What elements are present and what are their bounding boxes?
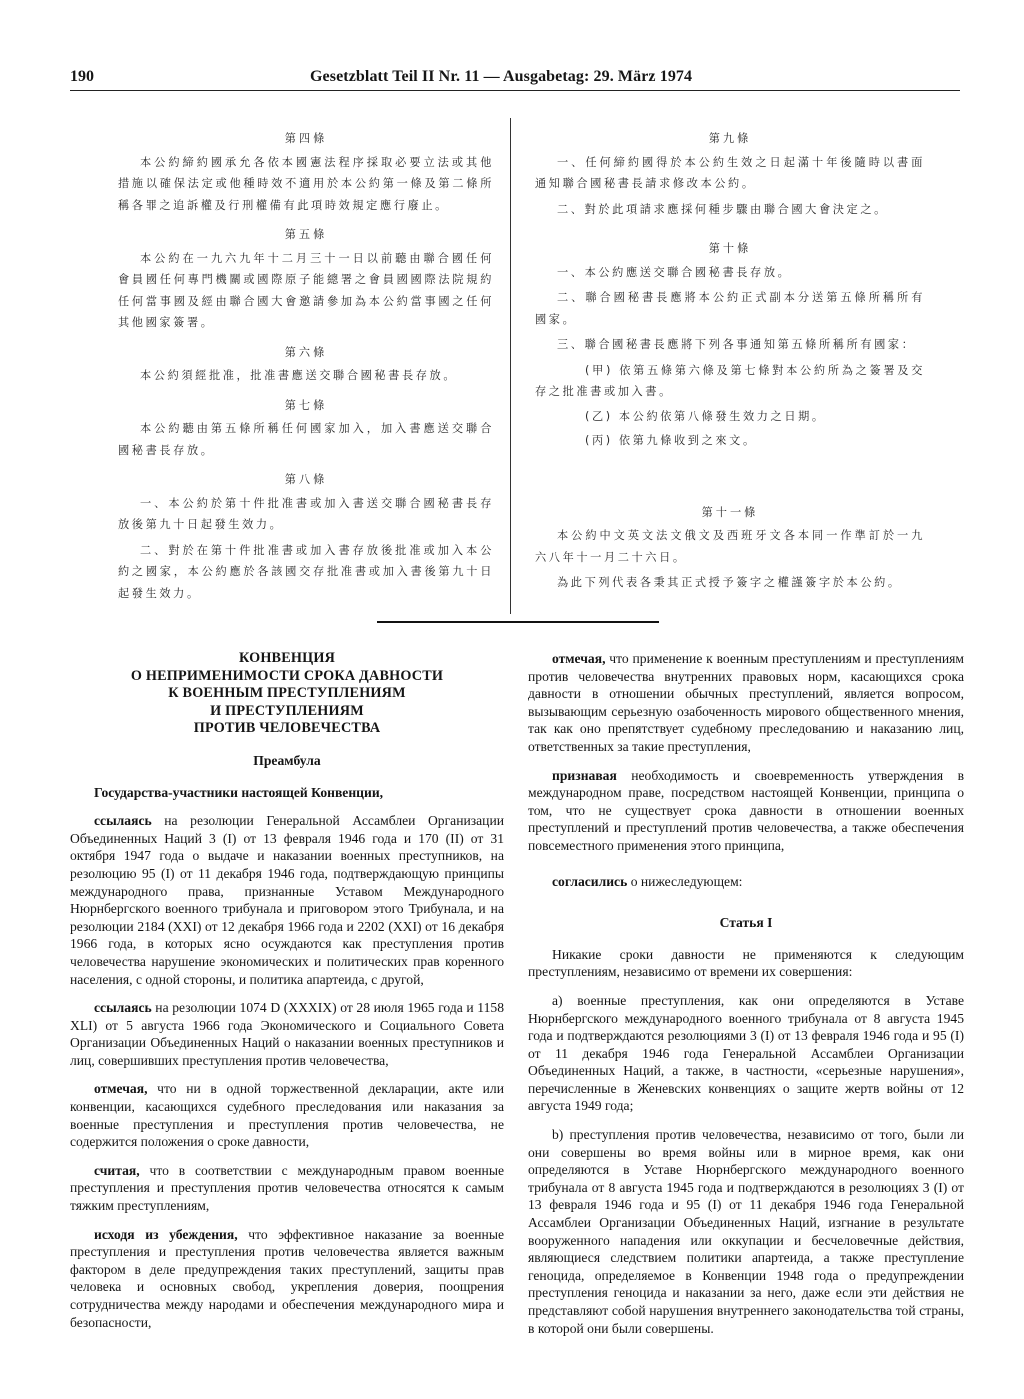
russian-left-column	[70, 650, 504, 1342]
zh-article-6-text: 本公約須經批准，批准書應送交聯合國秘書長存放。	[140, 369, 458, 382]
zh-article-9-heading: 第九條	[708, 132, 752, 145]
preamble-para-6	[528, 650, 964, 756]
para-text: что ни в одной торжественной декларации, акте или конвенции, касающихся судебного преследования или наказания за военные преступления и преступления против человечества, не содержится положения о сроке давности,	[70, 1081, 504, 1150]
title-line: ПРОТИВ ЧЕЛОВЕЧЕСТВА	[193, 720, 381, 737]
header-rule	[70, 90, 960, 91]
article-1-heading: Статья I	[719, 915, 773, 931]
zh-article-8-heading: 第八條	[284, 473, 328, 486]
para-text: о нижеследующем:	[627, 873, 743, 889]
preamble-para-7	[528, 767, 964, 855]
title-line: И ПРЕСТУПЛЕНИЯМ	[210, 702, 364, 719]
zh-article-4-heading: 第四條	[284, 132, 328, 145]
lead-word: согласились	[552, 873, 628, 889]
zh-article-10-para-3: 三、聯合國秘書長應將下列各事通知第五條所稱所有國家：	[557, 338, 916, 351]
zh-article-11-para-2: 為此下列代表各秉其正式授予簽字之權謹簽字於本公約。	[557, 576, 902, 589]
preamble-heading: Преамбула	[253, 752, 321, 768]
zh-article-4-text: 本公約締約國承允各依本國憲法程序採取必要立法或其他措施以確保法定或他種時效不適用於本公約第一條及第二條所稱各罪之追訴權及行刑權備有此項時效規定應行廢止。	[118, 155, 494, 212]
zh-article-7-heading: 第七條	[284, 398, 328, 412]
preamble-para-5	[70, 1226, 504, 1332]
para-text: на резолюции 1074 D (XXXIX) от 28 июля 1965 года и 1158 XLI) от 5 августа 1966 года Экономического и Социального Совета Организации Объединенных Наций о наказании военных преступников и лиц, совершивших преступления против человечества,	[70, 1000, 504, 1068]
russian-right-column	[528, 650, 964, 1348]
title-line: К ВОЕННЫМ ПРЕСТУПЛЕНИЯМ	[168, 685, 406, 702]
lead-word: исходя из убеждения,	[94, 1226, 238, 1242]
preamble-para-3	[70, 1080, 504, 1150]
chinese-right-column	[535, 120, 925, 598]
para-text: что применение к военным преступлениям и преступлениям против человечества внутренних правовых норм, касающихся срока давности в отношении обычных преступлений, является вопросом, вызывающим серьезную озабоченность мирового общественного мнения, так как оно препятствует судебному преследованию и наказанию лиц, ответственных за такие преступления,	[528, 651, 964, 754]
lead-word: ссылаясь	[94, 1000, 152, 1016]
zh-article-11-heading: 第十一條	[701, 505, 759, 519]
zh-article-9-para-2: 二、對於此項請求應採何種步驟由聯合國大會決定之。	[557, 202, 888, 216]
article-1-item-b: b) преступления против человечества, независимо от того, были ли они совершены во время войны или в мирное время, как они определяются в Уставе Нюрнбергского международного военного трибунала от 8 августа 1945 года и подтверждаются в резолюциях 3 (I) от 13 февраля 1946 года и 95 (I) от 11 декабря 1946 года Генеральной Ассамблеи Организации Объединенных Наций, изгнание в результате вооруженного нападения или оккупации и бесчеловечные действия, являющиеся следствием политики апартеида, а также преступление геноцида, определяемое в Конвенции 1948 года о предупреждении преступления геноцида и наказании за него, даже если эти действия не представляют собой нарушения внутреннего законодательства той страны, в которой они были совершены.	[528, 1127, 964, 1336]
page-header	[70, 68, 960, 94]
page-number: 190	[70, 68, 94, 85]
zh-article-10-para-2: 二、聯合國秘書長應將本公約正式副本分送第五條所稱所有國家。	[535, 291, 925, 326]
zh-article-10-para-1: 一、本公約應送交聯合國秘書長存放。	[557, 265, 792, 279]
para-text: необходимость и своевременность утверждения в международном праве, посредством настоящей Конвенции, принципа о том, что не существует срока давности в отношении военных преступлений и преступлений против человечества, а также обеспечения повсеместного применения этого принципа,	[528, 767, 964, 853]
title-line: КОНВЕНЦИЯ	[238, 650, 336, 666]
zh-article-10-item-b: (乙) 本公約依第八條發生效力之日期。	[585, 409, 826, 423]
para-text: что эффективное наказание за военные преступления и преступления против человечества является важным фактором в деле предупреждения таких преступлений, защиты прав человека и основных свобод, укрепления доверия, поощрения сотрудничества между народами и обеспечения международного мира и безопасности,	[70, 1226, 504, 1330]
lead-word: отмечая,	[94, 1081, 148, 1097]
zh-article-10-item-a: (甲) 依第五條第六條及第七條對本公約所為之簽署及交存之批准書或加入書。	[535, 363, 925, 398]
preamble-para-8	[528, 873, 964, 891]
title-line: О НЕПРИМЕНИМОСТИ СРОКА ДАВНОСТИ	[130, 667, 444, 684]
convention-title	[70, 650, 504, 738]
section-separator	[377, 621, 659, 623]
zh-article-8-para-1: 一、本公約於第十件批准書或加入書送交聯合國秘書長存放後第九十日起發生效力。	[118, 496, 494, 531]
column-divider	[510, 118, 511, 614]
article-1-item-a: а) военные преступления, как они определяются в Уставе Нюрнбергского международного военного трибунала от 8 августа 1945 года и подтверждаются резолюциями 3 (I) от 13 февраля 1946 года и 95 (I) от 11 декабря 1946 года Генеральной Ассамблеи Организации Объединенных Наций, а также, в частности, «серьезные нарушения», перечисленные в Женевских конвенциях о защите жертв войны от 12 августа 1949 года;	[528, 992, 964, 1114]
zh-article-8-para-2: 二、對於在第十件批准書或加入書存放後批准或加入本公約之國家，本公約應於各該國交存批准書或加入書後第九十日起發生效力。	[118, 543, 494, 600]
lead-word: ссылаясь	[94, 813, 152, 829]
zh-article-7-text: 本公約聽由第五條所稱任何國家加入，加入書應送交聯合國秘書長存放。	[118, 422, 494, 457]
para-text: что в соответствии с международным правом военные преступления и преступления против человечества относятся к самым тяжким преступлениям,	[70, 1162, 504, 1214]
lead-word: признавая	[552, 767, 617, 783]
zh-article-5-text: 本公約在一九六九年十二月三十一日以前聽由聯合國任何會員國任何專門機關或國際原子能總署之會員國國際法院規約任何當事國及經由聯合國大會邀請參加為本公約當事國之任何其他國家簽署。	[118, 251, 494, 329]
lead-word: считая,	[94, 1162, 140, 1178]
zh-article-10-heading: 第十條	[708, 242, 752, 255]
para-text: на резолюции Генеральной Ассамблеи Организации Объединенных Наций 3 (I) от 13 февраля 1946 года и 170 (II) от 31 октября 1947 года о выдаче и наказании военных преступников, на резолюцию 95 (I) от 11 декабря 1946 года, подтверждающую принципы международного права, признанные Уставом Международного Нюрнбергского военного трибунала и приговором этого Трибунала, и на резолюции 2184 (XXI) от 12 декабря 1966 года и 2202 (XXI) от 16 декабря 1966 года, в которых ясно осуждаются как преступления против человечества нарушение экономических и политических прав коренного населения, с одной стороны, и политика апартеида, с другой,	[70, 813, 504, 987]
preamble-para-2	[70, 999, 504, 1069]
zh-article-9-para-1: 一、任何締約國得於本公約生效之日起滿十年後隨時以書面通知聯合國秘書長請求修改本公約。	[535, 155, 925, 190]
header-title: Gesetzblatt Teil II Nr. 11 — Ausgabetag: 29. März 1974	[310, 68, 693, 85]
zh-article-6-heading: 第六條	[284, 345, 328, 359]
zh-article-10-item-c: (丙) 依第九條收到之來文。	[585, 434, 757, 447]
lead-word: отмечая,	[552, 651, 606, 666]
zh-article-11-para-1: 本公約中文英文法文俄文及西班牙文各本同一作準訂於一九六八年十一月二十六日。	[535, 529, 925, 564]
article-1-intro: Никакие сроки давности не применяются к следующим преступлениям, независимо от времени их совершения:	[528, 946, 964, 980]
preamble-para-1	[70, 812, 504, 988]
chinese-left-column	[118, 120, 494, 608]
preamble-para-4	[70, 1162, 504, 1215]
states-parties-line: Государства-участники настоящей Конвенции,	[94, 784, 384, 800]
zh-article-5-heading: 第五條	[284, 228, 328, 241]
